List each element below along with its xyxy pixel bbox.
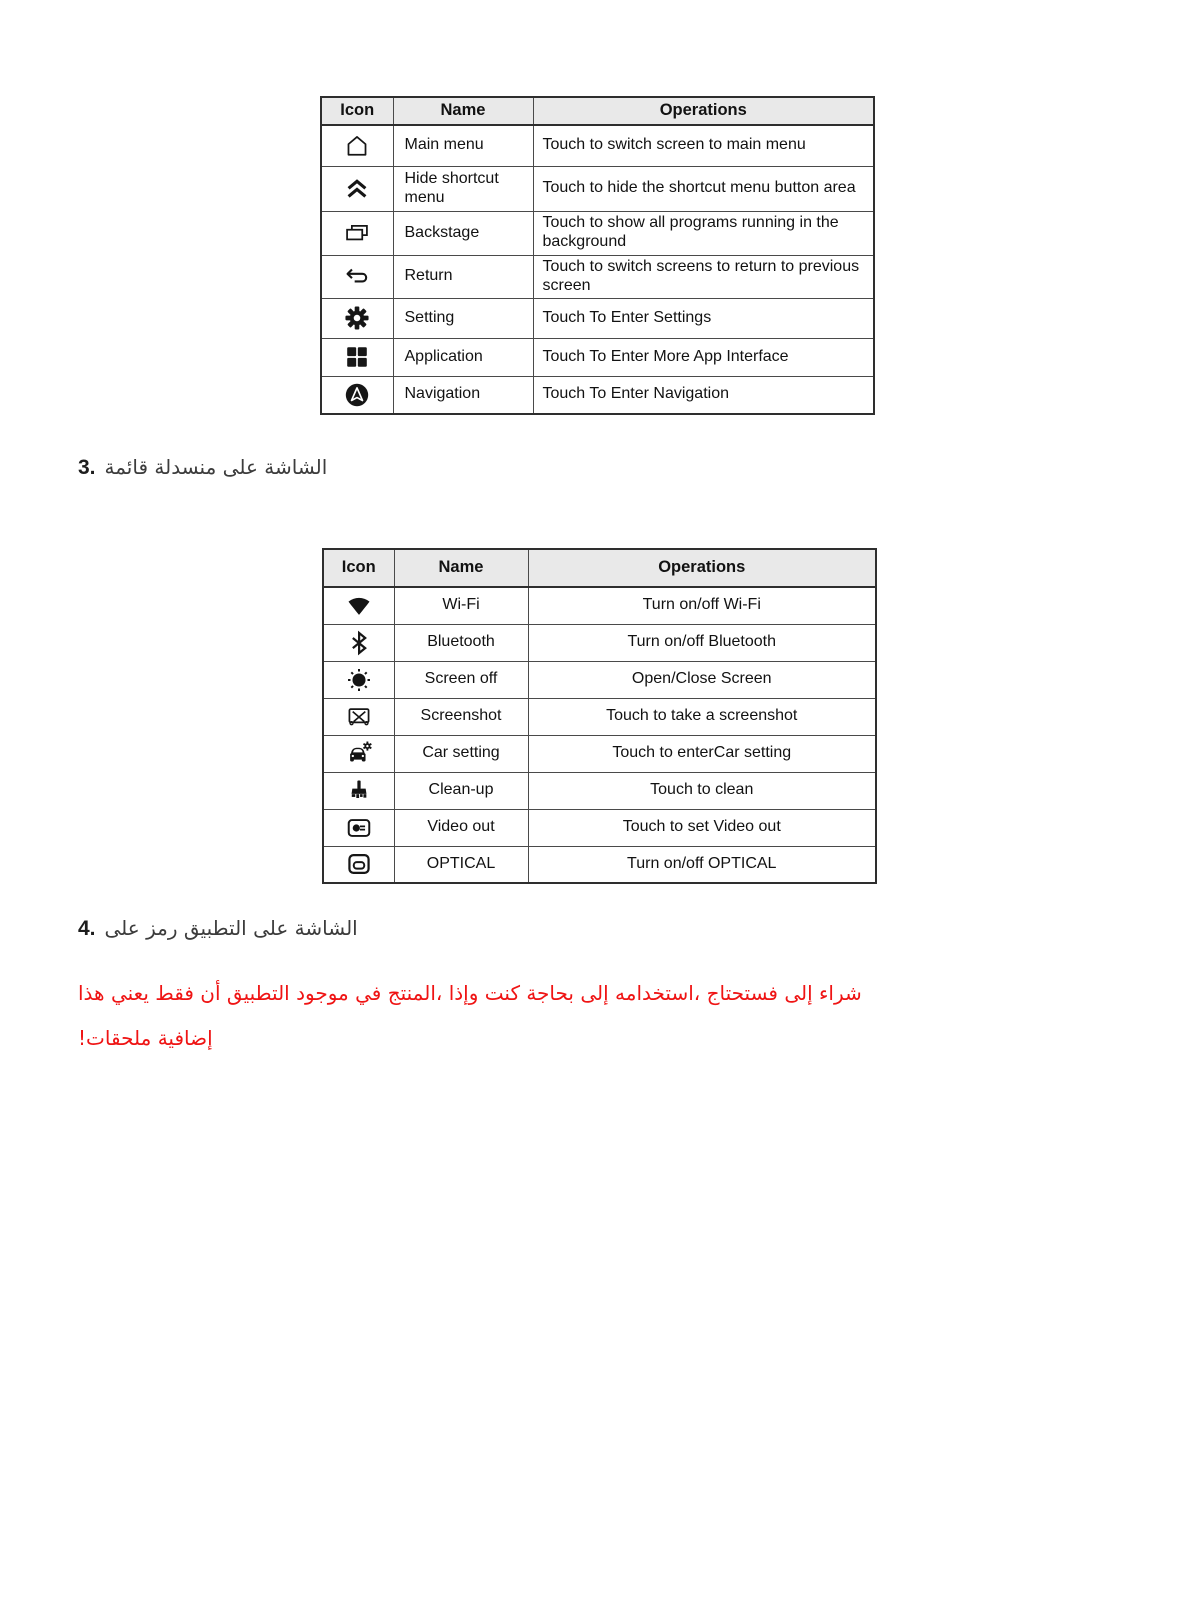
operations-column-header: Operations (528, 549, 876, 587)
table-row (323, 698, 876, 735)
icon-cell (321, 166, 393, 211)
menu-name: Screenshot (394, 698, 528, 735)
wifi-icon (345, 592, 373, 620)
menu-operation: Turn on/off Bluetooth (528, 624, 876, 661)
sun-icon (345, 666, 373, 694)
section-3-heading (78, 455, 327, 480)
menu-name: Car setting (394, 735, 528, 772)
icon-cell (323, 624, 394, 661)
menu-name: Clean-up (394, 772, 528, 809)
menu-operation: Touch to enterCar setting (528, 735, 876, 772)
menu-name: Application (393, 338, 533, 376)
note-line-2: !ملحقات‎ إضافية (78, 1026, 213, 1050)
menu-operation: Touch to take a screenshot (528, 698, 876, 735)
menu-operation: Touch to show all programs running in the background (533, 211, 874, 255)
navigation-icon (343, 381, 371, 409)
clean-up-brush-icon (345, 777, 373, 805)
table-row (321, 376, 874, 414)
section-4-title-arabic: على‎ رمز‎ التطبيق‎ على‎ الشاشة (104, 916, 358, 940)
menu-operation: Open/Close Screen (528, 661, 876, 698)
gear-icon (343, 304, 371, 332)
icon-cell (323, 587, 394, 624)
table-row (323, 809, 876, 846)
backstage-icon (343, 219, 371, 247)
section-4-heading (78, 916, 358, 941)
menu-name: Screen off (394, 661, 528, 698)
icon-column-header: Icon (323, 549, 394, 587)
menu-name: OPTICAL (394, 846, 528, 883)
menu-operation: Touch to clean (528, 772, 876, 809)
menu-operation: Touch To Enter More App Interface (533, 338, 874, 376)
icon-cell (323, 846, 394, 883)
menu-name: Wi-Fi (394, 587, 528, 624)
optical-icon (345, 850, 373, 878)
table-row (321, 125, 874, 166)
menu-buttons-table (320, 96, 875, 415)
table-row (321, 211, 874, 255)
menu-operation: Turn on/off Wi-Fi (528, 587, 876, 624)
icon-cell (323, 661, 394, 698)
menu-name: Backstage (393, 211, 533, 255)
table-header-row (323, 549, 876, 587)
name-column-header: Name (393, 97, 533, 125)
table-row (323, 661, 876, 698)
section-3-title-arabic: قائمة‎ منسدلة‎ على‎ الشاشة (104, 455, 328, 479)
table-row (321, 298, 874, 338)
menu-operation: Touch To Enter Settings (533, 298, 874, 338)
menu-operation: Touch to switch screens to return to previous screen (533, 255, 874, 298)
name-column-header: Name (394, 549, 528, 587)
menu-operation: Touch to hide the shortcut menu button area (533, 166, 874, 211)
menu-name: Setting (393, 298, 533, 338)
bluetooth-icon (345, 629, 373, 657)
section-4-number: 4. (78, 917, 96, 940)
return-arrow-icon (343, 263, 371, 291)
menu-name: Video out (394, 809, 528, 846)
icon-cell (323, 735, 394, 772)
table-row (323, 587, 876, 624)
menu-operation: Touch to set Video out (528, 809, 876, 846)
menu-operation: Touch to switch screen to main menu (533, 125, 874, 166)
menu-name: Hide shortcut menu (393, 166, 533, 211)
icon-cell (321, 125, 393, 166)
table-row (323, 735, 876, 772)
table-row (323, 624, 876, 661)
icon-cell (321, 298, 393, 338)
table-row (321, 255, 874, 298)
menu-name: Bluetooth (394, 624, 528, 661)
section-3-number: 3. (78, 456, 96, 479)
icon-cell (321, 376, 393, 414)
icon-cell (321, 211, 393, 255)
app-grid-icon (343, 343, 371, 371)
table-row (321, 166, 874, 211)
video-out-icon (345, 814, 373, 842)
icon-cell (323, 772, 394, 809)
operations-column-header: Operations (533, 97, 874, 125)
menu-operation: Turn on/off OPTICAL (528, 846, 876, 883)
table-header-row (321, 97, 874, 125)
dropdown-menu-table (322, 548, 877, 884)
car-setting-icon (345, 740, 373, 768)
double-chevron-up-icon (343, 175, 371, 203)
menu-name: Navigation (393, 376, 533, 414)
note-line-1: هذا‎ يعني‎ فقط‎ أن‎ التطبيق‎ موجود‎ في‎ المنتج،‎ وإذا‎ كنت‎ بحاجة‎ إلى‎ استخدامه،‎ فستحتاج‎ إلى‎ شراء (78, 981, 862, 1005)
icon-cell (321, 255, 393, 298)
icon-cell (323, 809, 394, 846)
icon-column-header: Icon (321, 97, 393, 125)
table-row (321, 338, 874, 376)
table-row (323, 772, 876, 809)
screenshot-icon (345, 703, 373, 731)
menu-operation: Touch To Enter Navigation (533, 376, 874, 414)
menu-name: Return (393, 255, 533, 298)
icon-cell (321, 338, 393, 376)
accessory-warning-note (78, 981, 1148, 1050)
home-icon (343, 132, 371, 160)
table-row (323, 846, 876, 883)
menu-name: Main menu (393, 125, 533, 166)
icon-cell (323, 698, 394, 735)
